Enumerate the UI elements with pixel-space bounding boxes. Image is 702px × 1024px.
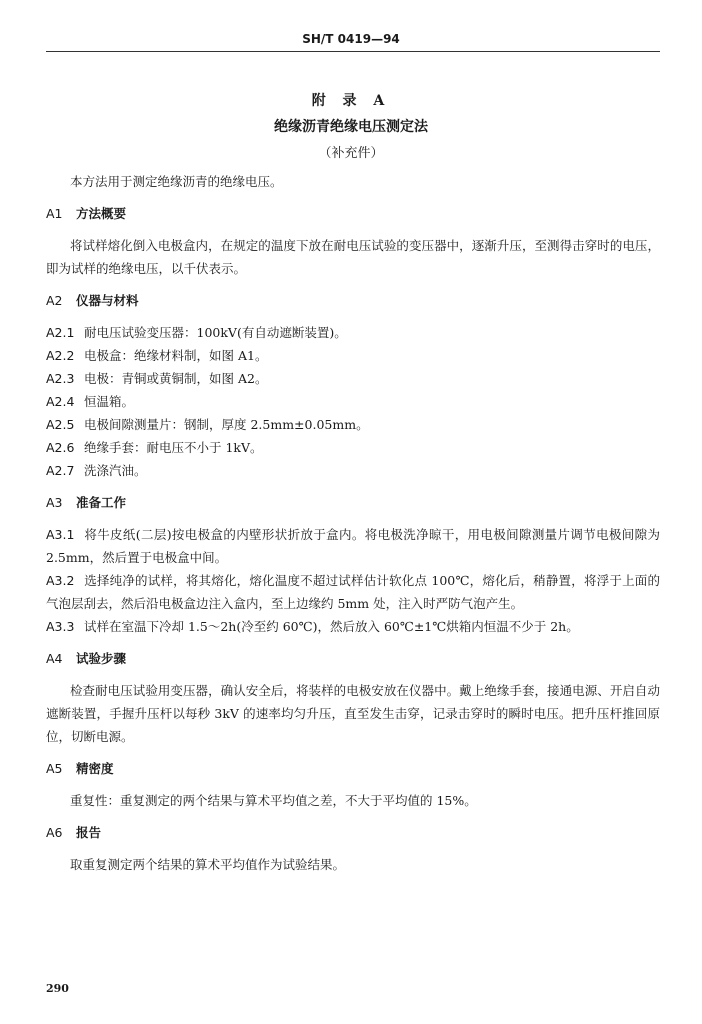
list-item	[46, 615, 660, 638]
item-text: 电极：青铜或黄铜制，如图 A2。	[84, 371, 268, 386]
appendix-label: 附 录 A	[311, 93, 391, 109]
item-number: A2.6	[46, 440, 75, 455]
section-number: A3	[46, 495, 63, 510]
section-number: A6	[46, 825, 63, 840]
list-item	[46, 344, 660, 367]
section-heading	[46, 289, 660, 312]
item-text: 恒温箱。	[84, 394, 135, 409]
list-item	[46, 413, 660, 436]
section-title: 报告	[76, 825, 102, 840]
item-text: 试样在室温下冷却 1.5～2h(冷至约 60℃)，然后放入 60℃±1℃烘箱内恒温不少于 2h。	[84, 619, 579, 634]
item-number: A2.4	[46, 394, 75, 409]
section-text: 将试样熔化倒入电极盒内，在规定的温度下放在耐电压试验的变压器中，逐渐升压，至测得击穿时的电压，即为试样的绝缘电压，以千伏表示。	[46, 238, 660, 276]
item-number: A2.7	[46, 463, 75, 478]
section-a2	[46, 289, 660, 482]
item-list	[46, 523, 660, 638]
section-a4	[46, 647, 660, 748]
section-number: A2	[46, 293, 63, 308]
section-heading	[46, 757, 660, 780]
list-item	[46, 436, 660, 459]
list-item	[46, 390, 660, 413]
section-title: 精密度	[76, 761, 114, 776]
section-number: A5	[46, 761, 63, 776]
item-number: A2.3	[46, 371, 75, 386]
item-number: A3.1	[46, 527, 75, 542]
section-a3	[46, 491, 660, 638]
item-text: 耐电压试验变压器：100kV(有自动遮断装置)。	[84, 325, 347, 340]
item-number: A2.1	[46, 325, 75, 340]
section-title: 方法概要	[76, 206, 127, 221]
list-item	[46, 523, 660, 569]
list-item	[46, 367, 660, 390]
item-text: 选择纯净的试样，将其熔化，熔化温度不超过试样估计软化点 100℃，熔化后，稍静置，将浮于上面的气泡层刮去，然后沿电极盒边注入盒内，至上边缘约 5mm 处，注入时严防气泡产生。	[46, 573, 660, 611]
item-number: A3.2	[46, 573, 75, 588]
title-block	[0, 90, 702, 161]
section-number: A4	[46, 651, 63, 666]
item-number: A2.2	[46, 348, 75, 363]
item-list	[46, 321, 660, 482]
list-item	[46, 321, 660, 344]
section-text: 取重复测定两个结果的算术平均值作为试验结果。	[70, 857, 346, 872]
section-a1	[46, 202, 660, 280]
intro-paragraph: 本方法用于测定绝缘沥青的绝缘电压。	[70, 174, 283, 189]
section-title: 试验步骤	[76, 651, 127, 666]
document-body	[46, 170, 660, 885]
standard-code-header: SH/T 0419—94	[302, 32, 400, 46]
page-number: 290	[46, 982, 69, 995]
list-item	[46, 459, 660, 482]
item-number: A3.3	[46, 619, 75, 634]
item-text: 洗涤汽油。	[84, 463, 147, 478]
section-number: A1	[46, 206, 63, 221]
section-heading	[46, 821, 660, 844]
section-heading	[46, 202, 660, 225]
method-title: 绝缘沥青绝缘电压测定法	[274, 119, 428, 135]
section-title: 准备工作	[76, 495, 127, 510]
header-rule	[46, 51, 660, 52]
section-text: 重复性：重复测定的两个结果与算术平均值之差，不大于平均值的 15%。	[70, 793, 477, 808]
item-text: 绝缘手套：耐电压不小于 1kV。	[84, 440, 263, 455]
section-title: 仪器与材料	[76, 293, 139, 308]
section-a5	[46, 757, 660, 812]
item-text: 电极盒：绝缘材料制，如图 A1。	[84, 348, 268, 363]
section-heading	[46, 491, 660, 514]
section-heading	[46, 647, 660, 670]
item-text: 将牛皮纸(二层)按电极盒的内壁形状折放于盒内。将电极洗净晾干，用电极间隙测量片调节电极间隙为 2.5mm，然后置于电极盒中间。	[46, 527, 660, 565]
item-number: A2.5	[46, 417, 75, 432]
supplement-note: （补充件）	[318, 146, 384, 161]
item-text: 电极间隙测量片：钢制，厚度 2.5mm±0.05mm。	[84, 417, 369, 432]
list-item	[46, 569, 660, 615]
section-text: 检查耐电压试验用变压器，确认安全后，将装样的电极安放在仪器中。戴上绝缘手套，接通电源、开启自动遮断装置，手握升压杆以每秒 3kV 的速率均匀升压，直至发生击穿，记录击穿时的瞬时电压。把升压杆推回原位，切断电源。	[46, 683, 660, 744]
section-a6	[46, 821, 660, 876]
